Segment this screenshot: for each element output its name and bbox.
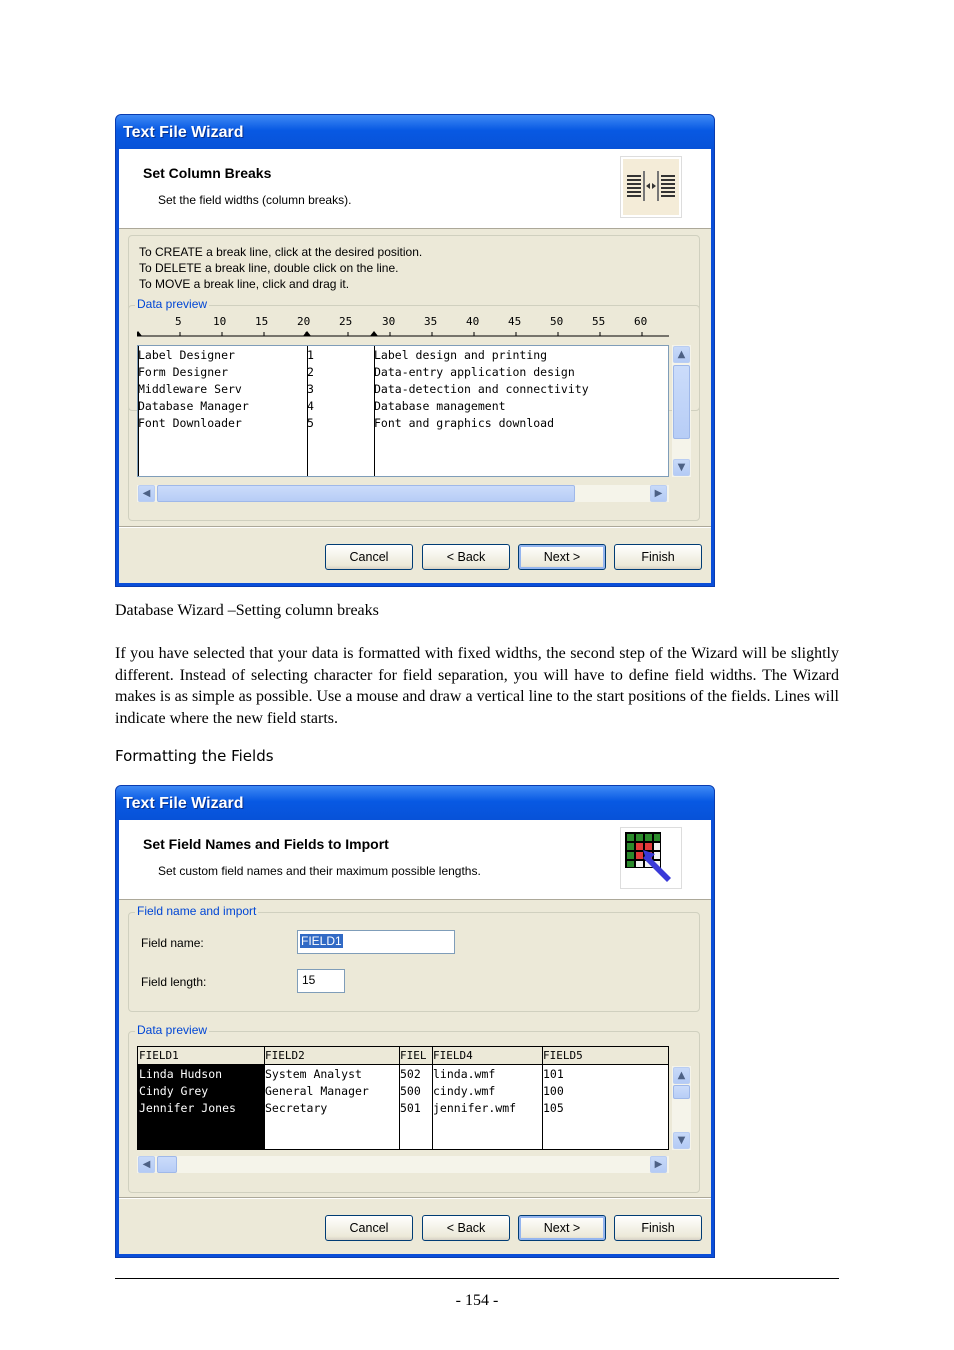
text-file-wizard-window-field-names <box>115 785 715 1258</box>
window-title: Text File Wizard <box>123 795 244 812</box>
table-cell: Linda Hudson <box>139 1067 223 1081</box>
ruler-tick-label: 40 <box>466 315 480 328</box>
scroll-down-icon[interactable]: ▼ <box>673 1132 690 1149</box>
table-cell: Cindy Grey <box>139 1084 209 1098</box>
preview-cell: Label design and printing <box>374 348 548 362</box>
field-name-group-label: Field name and import <box>137 904 257 918</box>
field-name-value: FIELD1 <box>301 934 342 948</box>
field-name-input[interactable] <box>297 930 455 954</box>
table-cell: 502 <box>400 1067 421 1081</box>
scroll-thumb[interactable] <box>157 485 575 502</box>
preview-cell: Label Designer <box>138 348 235 362</box>
scroll-left-icon[interactable]: ◀ <box>138 1156 155 1173</box>
vertical-scrollbar[interactable] <box>672 345 691 477</box>
preview-cell: Form Designer <box>138 365 229 379</box>
column-divider[interactable] <box>399 1047 400 1149</box>
table-cell: Secretary <box>265 1101 328 1115</box>
scroll-right-icon[interactable]: ▶ <box>650 485 667 502</box>
column-divider[interactable] <box>264 1047 265 1149</box>
column-break-preview[interactable] <box>137 345 669 477</box>
page-number: - 154 - <box>455 1292 499 1309</box>
column-divider[interactable] <box>542 1047 543 1149</box>
back-button[interactable]: < Back <box>422 1215 510 1241</box>
table-cell: System Analyst <box>265 1067 362 1081</box>
table-cell: Jennifer Jones <box>139 1101 236 1115</box>
vertical-scrollbar[interactable] <box>672 1066 691 1150</box>
table-cell: 501 <box>400 1101 421 1115</box>
ruler-tick-label: 10 <box>213 315 227 328</box>
scroll-down-icon[interactable]: ▼ <box>673 459 690 476</box>
preview-cell: 5 <box>307 416 314 430</box>
ruler-tick-label: 35 <box>424 315 438 328</box>
finish-button[interactable]: Finish <box>614 1215 702 1241</box>
column-header[interactable]: FIELD5 <box>543 1049 583 1062</box>
instruction-create: To CREATE a break line, click at the desired position. <box>139 245 423 259</box>
window-title: Text File Wizard <box>123 124 244 141</box>
step-heading: Set Column Breaks <box>143 165 272 181</box>
cancel-button[interactable]: Cancel <box>325 544 413 570</box>
ruler-tick-label: 30 <box>382 315 396 328</box>
ruler-tick-label: 50 <box>550 315 564 328</box>
wizard-client-area <box>119 820 711 1254</box>
preview-cell: 2 <box>307 365 314 379</box>
table-cell: linda.wmf <box>433 1067 496 1081</box>
ruler-tick-label: 20 <box>297 315 311 328</box>
next-button[interactable]: Next > <box>518 544 606 570</box>
button-separator <box>119 526 711 528</box>
scroll-thumb[interactable] <box>157 1156 177 1173</box>
column-header[interactable]: FIELD1 <box>139 1049 179 1062</box>
scroll-left-icon[interactable]: ◀ <box>138 485 155 502</box>
table-cell: General Manager <box>265 1084 369 1098</box>
field-grid-icon <box>620 827 682 889</box>
table-cell: 500 <box>400 1084 421 1098</box>
step-subheading: Set the field widths (column breaks). <box>158 193 352 207</box>
title-bar <box>116 786 714 820</box>
wizard-client-area <box>119 149 711 583</box>
field-name-group <box>128 904 700 1012</box>
field-name-label: Field name: <box>141 936 204 950</box>
column-divider[interactable] <box>432 1047 433 1149</box>
section-heading: Formatting the Fields <box>115 747 274 765</box>
preview-cell: 4 <box>307 399 314 413</box>
table-cell: 100 <box>543 1084 564 1098</box>
horizontal-scrollbar[interactable] <box>137 485 669 502</box>
wizard-header <box>119 149 711 229</box>
ruler-tick-label: 45 <box>508 315 522 328</box>
instruction-move: To MOVE a break line, click and drag it. <box>139 277 350 291</box>
table-cell: 101 <box>543 1067 564 1081</box>
data-preview-label: Data preview <box>137 1023 208 1037</box>
column-header[interactable]: FIELD2 <box>265 1049 305 1062</box>
title-bar <box>116 115 714 149</box>
scroll-right-icon[interactable]: ▶ <box>650 1156 667 1173</box>
table-cell: 105 <box>543 1101 564 1115</box>
preview-cell: Middleware Serv <box>138 382 242 396</box>
preview-cell: 1 <box>307 348 314 362</box>
preview-cell: Database Manager <box>138 399 249 413</box>
text-file-wizard-window-column-breaks <box>115 114 715 587</box>
scroll-thumb[interactable] <box>673 1085 690 1099</box>
scroll-up-icon[interactable]: ▲ <box>673 1067 690 1084</box>
preview-cell: Database management <box>374 399 506 413</box>
back-button[interactable]: < Back <box>422 544 510 570</box>
table-cell: cindy.wmf <box>433 1084 496 1098</box>
field-length-input[interactable] <box>297 969 345 993</box>
scroll-thumb[interactable] <box>673 365 690 439</box>
cancel-button[interactable]: Cancel <box>325 1215 413 1241</box>
field-length-value: 15 <box>302 973 316 987</box>
preview-cell: 3 <box>307 382 314 396</box>
instruction-delete: To DELETE a break line, double click on the line. <box>139 261 399 275</box>
preview-cell: Data-detection and connectivity <box>374 382 589 396</box>
data-preview-label: Data preview <box>137 297 208 311</box>
horizontal-scrollbar[interactable] <box>137 1156 669 1173</box>
column-header[interactable]: FIEL <box>400 1049 427 1062</box>
column-ruler[interactable] <box>137 315 669 339</box>
footer-rule <box>115 1278 839 1279</box>
ruler-tick-label: 5 <box>175 315 182 328</box>
preview-cell: Font and graphics download <box>374 416 555 430</box>
ruler-tick-label: 55 <box>592 315 606 328</box>
preview-cell: Data-entry application design <box>374 365 575 379</box>
next-button[interactable]: Next > <box>518 1215 606 1241</box>
step-subheading: Set custom field names and their maximum possible lengths. <box>158 864 481 878</box>
table-cell: jennifer.wmf <box>433 1101 517 1115</box>
scroll-up-icon[interactable]: ▲ <box>673 346 690 363</box>
wizard-header <box>119 820 711 900</box>
ruler-tick-label: 25 <box>339 315 353 328</box>
preview-cell: Font Downloader <box>138 416 242 430</box>
step-heading: Set Field Names and Fields to Import <box>143 836 389 852</box>
button-separator <box>119 1197 711 1199</box>
ruler-tick-label: 60 <box>634 315 648 328</box>
column-breaks-icon <box>620 156 682 218</box>
finish-button[interactable]: Finish <box>614 544 702 570</box>
field-preview-table[interactable] <box>137 1046 669 1150</box>
figure-caption: Database Wizard –Setting column breaks <box>115 602 379 619</box>
ruler-ticks <box>137 315 669 339</box>
body-paragraph: If you have selected that your data is formatted with fixed widths, the second step of the Wizard will be slightly different. Instead of selecting character for field separation, you will have to define field widths. The Wizard makes is as simple as possible. Use a mouse and draw a vertical line to the start positions of the fields. Lines will indicate where the new field starts. <box>115 645 839 728</box>
ruler-tick-label: 15 <box>255 315 269 328</box>
field-length-label: Field length: <box>141 975 207 989</box>
column-header[interactable]: FIELD4 <box>433 1049 473 1062</box>
